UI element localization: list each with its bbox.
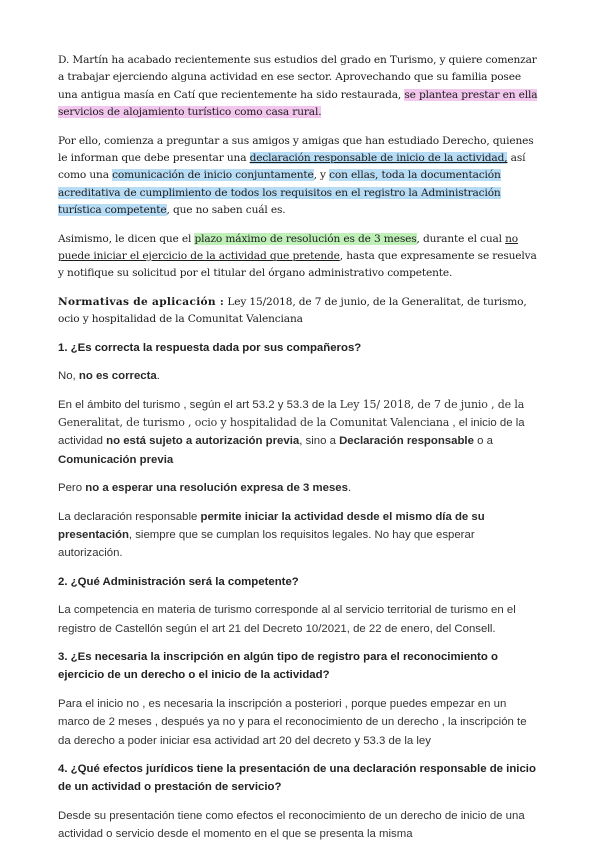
document-content (58, 52, 538, 844)
answer-text: , sino a (299, 435, 340, 448)
scenario-text: D. Martín ha acabado recientemente sus estudios del grado en Turismo, y quiere comenzar a trabajar ejerciendo alguna actividad en ese sector. Aprovechando que su familia posee una antigua masía en Catí que recientemente ha sido restaurada, (58, 54, 537, 101)
answer-2: La competencia en materia de turismo corresponde al al servicio territorial de turismo en el registro de Castellón según el art 21 del Decreto 10/2021, de 22 de enero, del Consell. (58, 604, 516, 635)
answer-text: . (156, 370, 160, 383)
normativas-paragraph (58, 294, 538, 329)
answer-3: Para el inicio no , es necesaria la inscripción a posteriori , porque puedes empezar en un marco de 2 meses , después ya no y para el reconocimiento de un derecho , la inscripción te da derecho a poder iniciar esa actividad art 20 del decreto y 53.3 de la ley (58, 697, 527, 747)
question-1: 1. ¿Es correcta la respuesta dada por sus compañeros? (58, 341, 362, 354)
answer-text: , el inicio de la actividad (58, 416, 525, 448)
answer-text: Pero (58, 482, 86, 495)
answer-1-short (58, 367, 538, 385)
scenario-text: , durante el cual (416, 232, 506, 245)
scenario-text: , y (313, 169, 330, 182)
answer-bold: no a esperar una resolución expresa de 3 meses (85, 482, 348, 495)
answer-text: o a (473, 435, 493, 448)
normativas-text: Ley 15/2018, de 7 de junio, de la Generalitat, de turismo, ocio y hospitalidad de la Comunitat Valenciana (58, 295, 527, 326)
highlight-green: plazo máximo de resolución es de 3 meses (194, 232, 417, 245)
answer-bold: Comunicación previa (58, 453, 174, 466)
answer-text: . (347, 482, 352, 495)
question-4: 4. ¿Qué efectos jurídicos tiene la presentación de una declaración responsable de inicio de un actividad o prestación de servicio? (58, 763, 536, 794)
answer-bold: permite iniciar la actividad desde el mismo día de su presentación (58, 510, 485, 541)
answer-text: No, (58, 370, 79, 383)
scenario-text: Asimismo, le dicen que el (58, 232, 195, 245)
highlight-blue: con ellas, toda la documentación acreditativa de cumplimiento de todos los requisitos en el registro la Administración turística competente (58, 169, 501, 217)
answer-4: Desde su presentación tiene como efectos el reconocimiento de un derecho de inicio de una actividad o servicio desde el momento en el que se presenta la misma (58, 809, 525, 841)
highlight-blue-underlined: declaración responsable de inicio de la actividad, (249, 152, 508, 165)
scenario-text: Por ello, comienza a preguntar a sus amigos y amigas que han estudiado Derecho, quienes le informan que debe presentar una (58, 134, 534, 165)
normativas-title: Normativas de aplicación : (58, 295, 225, 308)
answer-bold: no es correcta (78, 370, 157, 383)
underlined-text: no puede iniciar el ejercicio de la actividad que pretende (58, 232, 519, 263)
scenario-text: , hasta que expresamente se resuelva y notifique su solicitud por el titular del órgano administrativo competente. (58, 250, 537, 280)
scenario-paragraph-3 (58, 231, 538, 283)
answer-text: En el ámbito del turismo , según el art 53.2 y 53.3 de la (58, 398, 340, 411)
scenario-paragraph-2 (58, 133, 538, 220)
scenario-text: así como una (58, 152, 526, 182)
answer-1-detail (58, 396, 538, 470)
answer-bold: no está sujeto a autorización previa (106, 435, 300, 448)
answer-text: , siempre que se cumplan los requisitos legales. No hay que esperar autorización. (58, 528, 475, 560)
scenario-paragraph-1 (58, 52, 538, 122)
answer-1-declaration (58, 508, 538, 563)
question-2: 2. ¿Qué Administración será la competente? (58, 575, 299, 588)
highlight-blue: comunicación de inicio conjuntamente (112, 169, 314, 182)
question-3: 3. ¿Es necesaria la inscripción en algún tipo de registro para el reconocimiento o ejercicio de un derecho o el inicio de la actividad? (58, 650, 498, 682)
scenario-text: , que no saben cuál es. (166, 204, 286, 217)
answer-text: La declaración responsable (58, 510, 201, 523)
answer-bold: Declaración responsable (339, 435, 474, 448)
answer-1-note (58, 479, 538, 497)
highlight-pink: se plantea prestar en ella servicios de alojamiento turístico como casa rural. (58, 88, 538, 119)
law-reference: Ley 15/ 2018, de 7 de junio , de la Generalitat, de turismo , ocio y hospitalidad de la Comunitat Valenciana (58, 397, 525, 429)
